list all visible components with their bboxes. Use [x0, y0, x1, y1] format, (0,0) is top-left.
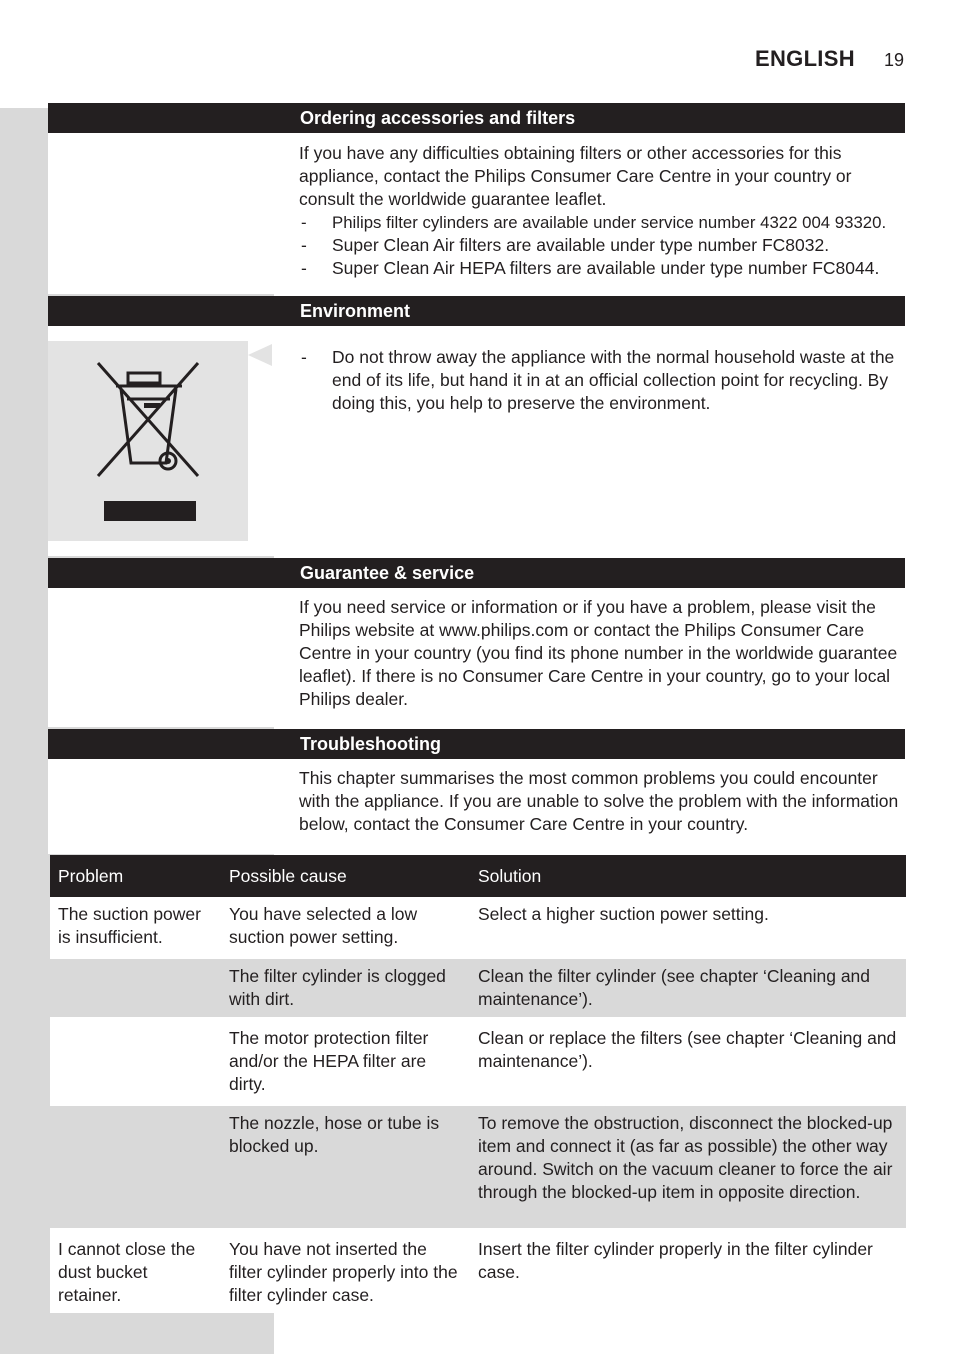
- ordering-left-panel: [48, 131, 274, 294]
- section-title-guarantee: Guarantee & service: [48, 558, 905, 588]
- language-label: ENGLISH: [755, 46, 855, 71]
- list-item: - Super Clean Air filters are available under type number FC8032.: [299, 234, 907, 257]
- cell-cause: You have selected a low suction power setting.: [221, 897, 470, 957]
- cell-problem: [50, 957, 221, 1019]
- table-row: [50, 1019, 906, 1104]
- cell-problem: I cannot close the dust bucket retainer.: [50, 1230, 221, 1313]
- guarantee-paragraph: If you need service or information or if you have a problem, please visit the Philips website at www.philips.com or contact the Philips Consumer Care Centre in your country (you find its phone number in the worldwide guarantee leaflet). If there is no Consumer Care Centre in your country, go to your local Philips dealer.: [299, 597, 898, 709]
- crossed-out-wheelie-bin-icon: [48, 341, 248, 541]
- table-row: [50, 957, 906, 1019]
- table-row: [50, 897, 906, 957]
- cell-problem: [50, 1019, 221, 1104]
- cell-solution: To remove the obstruction, disconnect the blocked-up item and connect it (as far as possible) the other way around. Switch on the vacuum cleaner to force the air through the blocked-up item in opposite direction.: [470, 1104, 906, 1230]
- table-row: [50, 1104, 906, 1230]
- table-row: [50, 1230, 906, 1313]
- page-number: 19: [884, 50, 905, 70]
- cell-cause: The nozzle, hose or tube is blocked up.: [221, 1104, 470, 1230]
- cell-solution: Clean the filter cylinder (see chapter ‘Cleaning and maintenance’).: [470, 957, 906, 1019]
- cell-cause: You have not inserted the filter cylinder properly into the filter cylinder case.: [221, 1230, 470, 1313]
- cell-cause: The motor protection filter and/or the HEPA filter are dirty.: [221, 1019, 470, 1104]
- environment-icon-panel: [48, 341, 248, 541]
- cell-solution: Insert the filter cylinder properly in the filter cylinder case.: [470, 1230, 906, 1313]
- ordering-paragraph: If you have any difficulties obtaining filters or other accessories for this appliance, contact the Philips Consumer Care Centre in your country or consult the worldwide guarantee leaflet.: [299, 143, 852, 209]
- environment-body: [299, 346, 907, 415]
- table-header-row: [50, 855, 906, 897]
- cell-cause: The filter cylinder is clogged with dirt.: [221, 957, 470, 1019]
- troubleshooting-paragraph: This chapter summarises the most common problems you could encounter with the appliance. If you are unable to solve the problem with the information below, contact the Consumer Care Centre in your country.: [299, 768, 899, 834]
- column-header-cause: Possible cause: [221, 855, 470, 897]
- column-header-problem: Problem: [50, 855, 221, 897]
- section-title-environment: Environment: [48, 296, 905, 326]
- list-item: - Super Clean Air HEPA filters are available under type number FC8044.: [299, 257, 907, 280]
- troubleshooting-body: [299, 767, 907, 836]
- environment-bullets: [299, 346, 907, 415]
- pointer-arrow: [248, 344, 272, 366]
- cell-problem: The suction power is insufficient.: [50, 897, 221, 957]
- guarantee-body: [299, 596, 905, 711]
- section-title-troubleshooting: Troubleshooting: [48, 729, 905, 759]
- list-item: - Do not throw away the appliance with the normal household waste at the end of its life, but hand it in at an official collection point for recycling. By doing this, you help to preserve the environment.: [299, 346, 907, 415]
- ordering-body: [299, 142, 907, 280]
- cell-solution: Clean or replace the filters (see chapter ‘Cleaning and maintenance’).: [470, 1019, 906, 1104]
- troubleshooting-left-panel: [48, 758, 274, 854]
- column-header-solution: Solution: [470, 855, 906, 897]
- cell-problem: [50, 1104, 221, 1230]
- guarantee-left-panel: [48, 587, 274, 727]
- cell-solution: Select a higher suction power setting.: [470, 897, 906, 957]
- list-item: - Philips filter cylinders are available under service number 4322 004 93320.: [299, 211, 907, 234]
- troubleshooting-table: [50, 855, 906, 1313]
- section-title-ordering: Ordering accessories and filters: [48, 103, 905, 133]
- ordering-bullets: [299, 211, 907, 280]
